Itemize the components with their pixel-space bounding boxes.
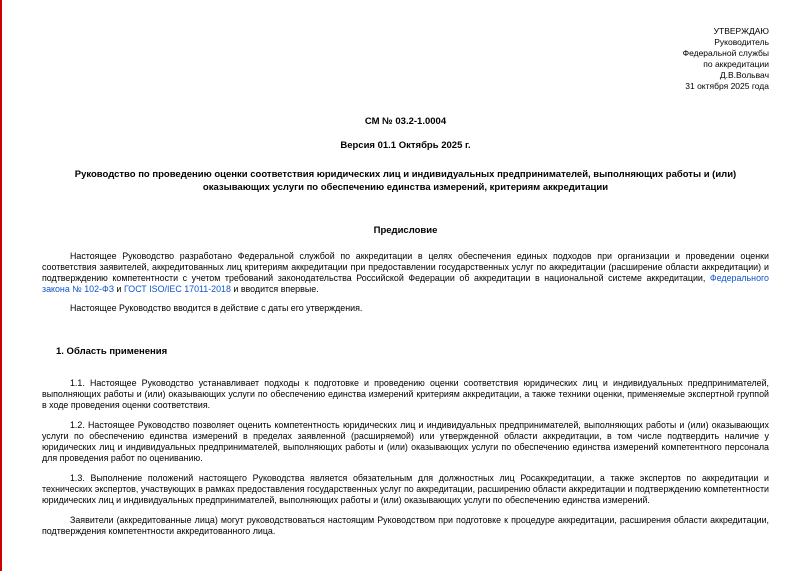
document-title: Руководство по проведению оценки соответствия юридических лиц и индивидуальных предпринимателей, выполняющих работы и (или) оказывающих услуги по обеспечению единства измерений, критериям аккредитации — [74, 169, 737, 193]
approval-line-date: 31 октября 2025 года — [685, 81, 769, 91]
left-edge-rule — [0, 0, 2, 571]
paragraph-1-2: 1.2. Настоящее Руководство позволяет оценить компетентность юридических лиц и индивидуальных предпринимателей, выполняющих работы и (или) оказывающих услуги по обеспечению единства измерений в пределах заявленной (расширяемой) или утвержденной области аккредитации, в том числе подтвердить наличие у юридических лиц и индивидуальных предпринимателей, выполняющих работы и (или) оказывающих услуги по обеспечению единства измерений компетентного персонала для проведения работ по оцениванию. — [42, 420, 769, 463]
approval-line-agency-2: по аккредитации — [703, 59, 769, 69]
preface-paragraph-1 — [42, 251, 769, 295]
preface-heading: Предисловие — [373, 225, 438, 236]
preface-paragraph-1-text-2: и — [114, 284, 124, 294]
preface-paragraph-2: Настоящее Руководство вводится в действие с даты его утверждения. — [70, 303, 363, 313]
section-1-heading: 1. Область применения — [56, 346, 168, 357]
paragraph-1-3: 1.3. Выполнение положений настоящего Руководства является обязательным для должностных лиц Росаккредитации, а также экспертов по аккредитации и технических экспертов, участвующих в рамках предоставления государственных услуг по аккредитации, расширению области аккредитации и подтверждению компетентности юридических лиц и индивидуальных предпринимателей, выполняющих работы и (или) оказывающих услуги по обеспечению единства измерений. — [42, 473, 769, 505]
approval-line-role: Руководитель — [714, 37, 769, 47]
approval-block — [42, 26, 769, 92]
paragraph-1-1: 1.1. Настоящее Руководство устанавливает подходы к подготовке и проведению оценки соответствия юридических лиц и индивидуальных предпринимателей, выполняющих работы и (или) оказывающих услуги по обеспечению единства измерений критериям аккредитации, а также техники оценки, применяемые экспертной группой в ходе проведения оценки соответствия. — [42, 378, 769, 410]
preface-paragraph-1-text-1: Настоящее Руководство разработано Федеральной службой по аккредитации в целях обеспечения единых подходов при организации и проведении оценки соответствия заявителей, аккредитованных лиц критериям аккредитации при предоставлении государственных услуг по аккредитации (расширение области аккредитации) и подтверждению компетентности с учетом требований законодательства Российской Федерации об аккредитации в национальной системе аккредитации, — [42, 251, 769, 283]
link-gost-iso-iec-17011[interactable]: ГОСТ ISO/IEC 17011-2018 — [123, 284, 231, 294]
document-version: Версия 01.1 Октябрь 2025 г. — [340, 140, 471, 151]
approval-line-agency-1: Федеральной службы — [682, 48, 769, 58]
paragraph-closing: Заявители (аккредитованные лица) могут руководствоваться настоящим Руководством при подготовке к процедуре аккредитации, расширения области аккредитации, подтверждения компетентности аккредитованного лица. — [42, 515, 769, 536]
document-number: СМ № 03.2-1.0004 — [364, 116, 447, 127]
preface-paragraph-1-text-3: и вводится впервые. — [230, 284, 319, 294]
approval-line-approve: УТВЕРЖДАЮ — [713, 26, 769, 36]
link-federal-law-102-fz[interactable]: Федерального закона № 102-ФЗ — [42, 273, 769, 294]
approval-line-name: Д.В.Вольвач — [719, 70, 769, 80]
